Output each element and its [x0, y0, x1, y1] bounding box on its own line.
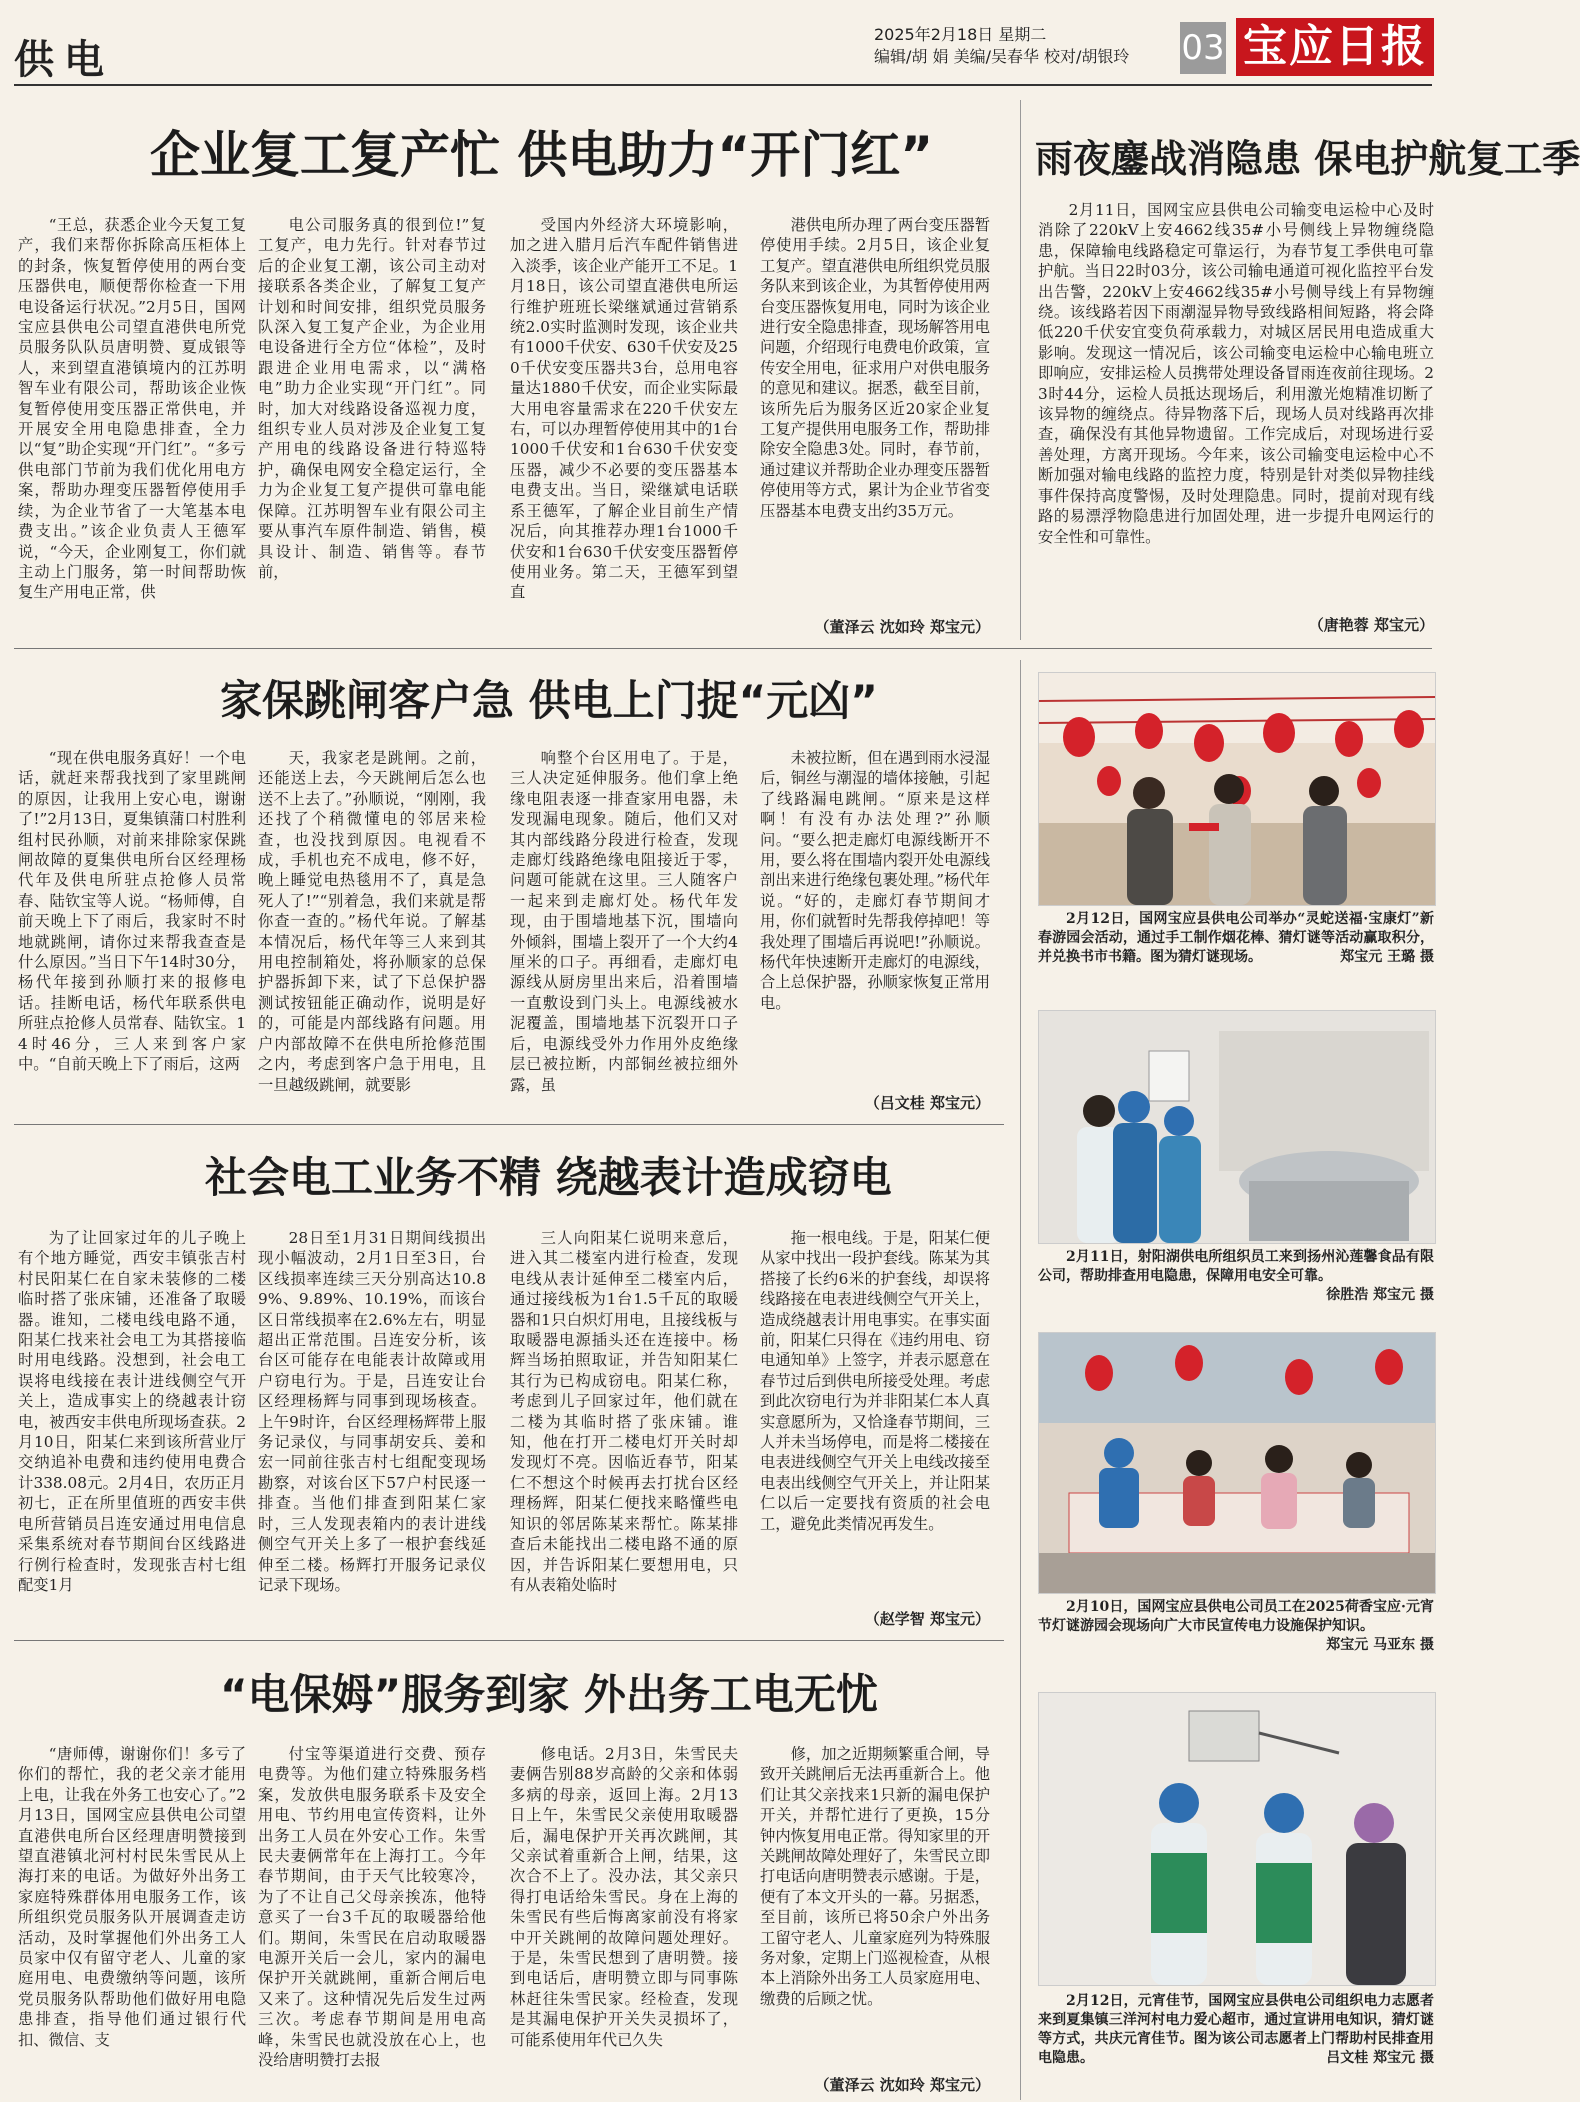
article3-text: 响整个台区用电了。于是，三人决定延伸服务。他们拿上绝缘电阻表逐一排查家用电器，未发现漏电现象。随后，他们又对其内部线路分段进行检查，发现走廊灯线路绝缘电阻接近于零，问题可能就在这里。三人随客户一起来到走廊灯处。杨代年发现，由于围墙地基下沉，围墙向外倾斜，围墙上裂开了一个大约4厘米的口子。再细看，走廊灯电源线从厨房里出来后，沿着围墙一直敷设到门头上。电源线被水泥覆盖，围墙地基下沉裂开口子后，电源线受外力作用外皮绝缘层已被拉断，内部铜丝被拉细外露，虽 [510, 749, 738, 1094]
article5-text: 修电话。2月3日，朱雪民夫妻俩告别88岁高龄的父亲和体弱多病的母亲，返回上海。2月13日上午，朱雪民父亲使用取暖器后，漏电保护开关再次跳闸，其父亲试着重新合上闸，结果，这次合不上了。没办法，其父亲只得打电话给朱雪民。身在上海的朱雪民有些后悔离家前没有将家中开关跳闸的故障问题处理好。于是，朱雪民想到了唐明赞。接到电话后，唐明赞立即与同事陈林赶往朱雪民家。经检查，发现是其漏电保护开关失灵损坏了，可能系使用年代已久失 [510, 1745, 738, 2049]
section-title: 供电 [14, 37, 114, 83]
header-rule [14, 84, 1432, 86]
column-divider [1020, 660, 1021, 2100]
article5-title: “电保姆”服务到家 外出务工电无忧 [220, 1670, 878, 1719]
section-rule [14, 648, 1432, 649]
article4-text: 28日至1月31日期间线损出现小幅波动，2月1日至3日，台区线损率连续三天分别高达10.89%、9.89%、10.19%，而该台区日常线损率在2.6%左右，明显超出正常范围。吕连安分析，该台区可能存在电能表计故障或用户窃电行为。于是，吕连安让台区经理杨辉与同事到现场核查。上午9时许，台区经理杨辉带上服务记录仪，与同事胡安兵、姜和宏一同前往张吉村七组配变现场勘察，对该台区下57户村民逐一排查。当他们排查到阳某仁家时，三人发现表箱内的表计进线侧空气开关上多了一根护套线延伸至二楼。杨辉打开服务记录仪记录下现场。 [258, 1229, 486, 1594]
article4-byline: （赵学智 郑宝元） [864, 1610, 990, 1628]
article3-col4 [760, 748, 990, 1088]
article3-col2 [258, 748, 486, 1116]
column-divider [1020, 100, 1021, 640]
photo1-caption-text: 2月12日，国网宝应县供电公司举办“灵蛇送福·宝康灯”新春游园会活动，通过手工制作烟花棒、猜灯谜等活动赢取积分，并兑换书市书籍。图为猜灯谜现场。 [1038, 911, 1434, 965]
article4-text: 拖一根电线。于是，阳某仁便从家中找出一段护套线。陈某为其搭接了长约6米的护套线，却误将线路接在电表进线侧空气开关上，造成绕越表计用电事实。在事实面前，阳某仁只得在《违约用电、窃电通知单》上签字，并表示愿意在春节过后到供电所接受处理。考虑到此次窃电行为并非阳某仁本人真实意愿所为，又恰逢春节期间，三人并未当场停电，而是将二楼接在电表进线侧空气开关上电线改接至电表出线侧空气开关上，并让阳某仁以后一定要找有资质的社会电工，避免此类情况再发生。 [760, 1229, 990, 1533]
article3-title: 家保跳闸客户急 供电上门捉“元凶” [220, 676, 878, 725]
article3-col1 [18, 748, 246, 1116]
photo1-caption [1038, 910, 1434, 967]
article4-title: 社会电工业务不精 绕越表计造成窃电 [205, 1153, 892, 1202]
article1-text: 港供电所办理了两台变压器暂停使用手续。2月5日，该企业复工复产。望直港供电所组织党员服务队来到该企业，为其暂停使用两台变压器恢复用电，同时为该企业进行安全隐患排查，现场解答用电问题，介绍现行电费电价政策，宣传安全用电，征求用户对供电服务的意见和建议。据悉，截至目前，该所先后为服务区近20家企业复工复产提供用电服务工作，帮助排除安全隐患3处。同时，春节前，通过建议并帮助企业办理变压器暂停使用等方式，累计为企业节省变压器基本电费支出约35万元。 [760, 216, 990, 520]
article1-col4 [760, 215, 990, 615]
article1-byline: （董泽云 沈如玲 郑宝元） [814, 618, 990, 636]
photo4-caption-text: 2月12日，元宵佳节，国网宝应县供电公司组织电力志愿者来到夏集镇三洋河村电力爱心超市，通过宣讲用电知识，猜灯谜等方式，共庆元宵佳节。图为该公司志愿者上门帮助村民排查用电隐患。 [1038, 1993, 1434, 2066]
article1-text: “王总，获悉企业今天复工复产，我们来帮你拆除高压柜体上的封条，恢复暂停使用的两台变压器供电，顺便帮你检查一下用电设备运行状况。”2月5日，国网宝应县供电公司望直港供电所党员服务队队员唐明赞、夏成银等人，来到望直港镇境内的江苏明智车业有限公司，帮助该企业恢复暂停使用变压器正常供电，并开展安全用电隐患排查，全力以“复”助企实现“开门红”。“多亏供电部门节前为我们优化用电方案，帮助办理变压器暂停使用手续，为企业节省了一大笔基本电费支出。”该企业负责人王德军说，“今天，企业刚复工，你们就主动上门服务，第一时间帮助恢复生产用电正常，供 [18, 216, 246, 602]
article5-text: “唐师傅，谢谢你们！多亏了你们的帮忙，我的老父亲才能用上电，让我在外务工也安心了。”2月13日，国网宝应县供电公司望直港供电所台区经理唐明赞接到望直港镇北河村村民朱雪民从上海打来的电话。为做好外出务工家庭特殊群体用电服务工作，该所组织党员服务队开展调查走访活动，及时掌握他们外出务工人员家中仅有留守老人、儿童的家庭用电、电费缴纳等问题，该所党员服务队帮助他们做好用电隐患排查，指导他们通过银行代扣、微信、支 [18, 1745, 246, 2049]
article5-col4 [760, 1744, 990, 2072]
photo2-caption-text: 2月11日，射阳湖供电所组织员工来到扬州沁莲馨食品有限公司，帮助排查用电隐患，保障用电安全可靠。 [1038, 1249, 1434, 1284]
article4-text: 为了让回家过年的儿子晚上有个地方睡觉，西安丰镇张吉村村民阳某仁在自家未装修的二楼临时搭了张床铺，还准备了取暖器。谁知，二楼电线电路不通，阳某仁找来社会电工为其搭接临时用电线路。没想到，社会电工误将电线接在表计进线侧空气开关上，造成事实上的绕越表计窃电，被西安丰供电所现场查获。2月10日，阳某仁来到该所营业厅交纳追补电费和违约使用电费合计338.08元。2月4日，农历正月初七，正在所里值班的西安丰供电所营销员吕连安通过用电信息采集系统对春节期间台区线路进行例行检查时，发现张吉村七组配变1月 [18, 1229, 246, 1594]
article2-title: 雨夜鏖战消隐患 保电护航复工季 [1035, 137, 1580, 181]
article3-text: 未被拉断，但在遇到雨水浸湿后，铜丝与潮湿的墙体接触，引起了线路漏电跳闸。“原来是这样啊！有没有办法处理?”孙顺问。“要么把走廊灯电源线断开不用，要么将在围墙内裂开处电源线剖出来进行绝缘包裹处理。”杨代年说。“好的，走廊灯春节期间才用，你们就暂时先帮我停掉吧！等我处理了围墙后再说吧!”孙顺说。杨代年快速断开走廊灯的电源线，合上总保护器，孙顺家恢复正常用电。 [760, 749, 990, 1012]
article3-byline: （吕文桂 郑宝元） [864, 1094, 990, 1112]
section-rule [14, 1124, 1004, 1125]
photo-home-inspection [1038, 1692, 1436, 1986]
article5-col1 [18, 1744, 246, 2094]
issue-date: 2025年2月18日 星期二 [874, 25, 1047, 44]
article4-col1 [18, 1228, 246, 1632]
photo-factory-inspection [1038, 1010, 1436, 1244]
article5-byline: （董泽云 沈如玲 郑宝元） [814, 2076, 990, 2094]
photo-lantern-riddles [1038, 672, 1436, 906]
article1-col1 [18, 215, 246, 641]
page-number: 03 [1180, 22, 1226, 74]
article2-byline: （唐艳蓉 郑宝元） [1308, 616, 1434, 634]
photo3-credit: 郑宝元 马亚东 摄 [1326, 1637, 1434, 1653]
article1-text: 受国内外经济大环境影响，加之进入腊月后汽车配件销售进入淡季，该企业产能开工不足。1月18日，该公司望直港供电所运行维护班班长梁继斌通过营销系统2.0实时监测时发现，该企业共有1000千伏安、630千伏安及250千伏安变压器共3台，总用电容量达1880千伏安，而企业实际最大用电容量需求在220千伏安左右，可以办理暂停使用其中的1台1000千伏安和1台630千伏安变压器，减少不必要的变压器基本电费支出。当日，梁继斌电话联系王德军，了解企业目前生产情况后，向其推荐办理1台1000千伏安和1台630千伏安变压器暂停使用业务。第二天，王德军到望直 [510, 216, 738, 602]
article5-text: 付宝等渠道进行交费、预存电费等。为他们建立特殊服务档案，发放供电服务联系卡及安全用电、节约用电宣传资料，让外出务工人员在外安心工作。朱雪民夫妻俩常年在上海打工。今年春节期间，由于天气比较寒冷，为了不让自己父母亲挨冻，他特意买了一台3千瓦的取暖器给他们。期间，朱雪民在启动取暖器电源开关后一会儿，家内的漏电保护开关就跳闸，重新合闸后电又来了。这种情况先后发生过两三次。考虑春节期间是用电高峰，朱雪民也就没放在心上，也没给唐明赞打去报 [258, 1745, 486, 2070]
photo2-caption [1038, 1248, 1434, 1305]
article4-col4 [760, 1228, 990, 1606]
masthead-logo: 宝应日报 [1236, 18, 1434, 76]
article5-col2 [258, 1744, 486, 2094]
photo4-credit: 吕文桂 郑宝元 摄 [1326, 2050, 1434, 2066]
article3-text: “现在供电服务真好！一个电话，就赶来帮我找到了家里跳闸的原因，让我用上安心电，谢谢了!”2月13日，夏集镇蒲口村胜利组村民孙顺，对前来排除家保跳闸故障的夏集供电所台区经理杨代年及供电所驻点抢修人员常春、陆钦宝等人说。“杨师傅，自前天晚上下了雨后，我家时不时地就跳闸，请你过来帮我查查是什么原因。”当日下午14时30分，杨代年接到孙顺打来的报修电话。挂断电话，杨代年联系供电所驻点抢修人员常春、陆钦宝。14时46分，三人来到客户家中。“自前天晚上下了雨后，这两 [18, 749, 246, 1074]
article2-body [1038, 200, 1434, 612]
article5-text: 修，加之近期频繁重合闸，导致开关跳闸后无法再重新合上。他们让其父亲找来1只新的漏电保护开关，并帮忙进行了更换，15分钟内恢复用电正常。得知家里的开关跳闸故障处理好了，朱雪民立即打电话向唐明赞表示感谢。于是，便有了本文开头的一幕。另据悉，至目前，该所已将50余户外出务工留守老人、儿童家庭列为特殊服务对象，定期上门巡视检查，从根本上消除外出务工人员家庭用电、缴费的后顾之忧。 [760, 1745, 990, 2008]
article3-text: 天，我家老是跳闸。之前，还能送上去，今天跳闸后怎么也送不上去了。”孙顺说，“刚刚，我还找了个稍微懂电的邻居来检查，也没找到原因。电视看不成，手机也充不成电，修不好，晚上睡觉电热毯用不了，真是急死人了!”“别着急，我们来就是帮你查一查的。”杨代年说。了解基本情况后，杨代年等三人来到其用电控制箱处，将孙顺家的总保护器拆卸下来，试了下总保护器测试按钮能正确动作，说明是好的，可能是内部线路有问题。用户内部故障不在供电所抢修范围之内，考虑到客户急于用电，且一旦越级跳闸，就要影 [258, 749, 486, 1094]
editors: 编辑/胡 娟 美编/吴春华 校对/胡银玲 [874, 47, 1130, 66]
photo2-credit: 徐胜浩 郑宝元 摄 [1326, 1287, 1434, 1303]
article2-text: 2月11日，国网宝应县供电公司输变电运检中心及时消除了220kV上安4662线35#小号侧线上异物缠绕隐患，保障输电线路稳定可靠运行，为春节复工季供电可靠护航。当日22时03分，该公司输电通道可视化监控平台发出告警，220kV上安4662线35#小号侧导线上有异物缠绕。该线路若因下雨潮湿异物导致线路相间短路，将会降低220千伏安宜变负荷承载力，对城区居民用电造成重大影响。发现这一情况后，该公司输变电运检中心输电班立即响应，安排运检人员携带处理设备冒雨连夜前往现场。23时44分，运检人员抵达现场后，利用激光炮精准切断了该异物的缠绕点。待异物落下后，现场人员对线路再次排查，确保没有其他异物遗留。工作完成后，对现场进行妥善处理，方离开现场。今年来，该公司输变电运检中心不断加强对输电线路的监控力度，特别是针对类似异物挂线事件保持高度警惕，及时处理隐患。同时，提前对现有线路的易漂浮物隐患进行加固处理，进一步提升电网运行的安全性和可靠性。 [1038, 201, 1434, 546]
photo3-caption [1038, 1598, 1434, 1655]
article1-col3 [510, 215, 738, 641]
article5-col3 [510, 1744, 738, 2094]
section-rule [14, 1640, 1004, 1641]
article4-text: 三人向阳某仁说明来意后，进入其二楼室内进行检查，发现电线从表计延伸至二楼室内后，通过接线板为1台1.5千瓦的取暖器和1只白炽灯用电，且接线板与取暖器电源插头还在连接中。杨辉当场拍照取证，并告知阳某仁其行为已构成窃电。阳某仁称，考虑到儿子回家过年，他们就在二楼为其临时搭了张床铺。谁知，他在打开二楼电灯开关时却发现灯不亮。因临近春节，阳某仁不想这个时候再去打扰台区经理杨辉，阳某仁便找来略懂些电知识的邻居陈某来帮忙。陈某排查后未能找出二楼电路不通的原因，并告诉阳某仁要想用电，只有从表箱处临时 [510, 1229, 738, 1594]
photo3-caption-text: 2月10日，国网宝应县供电公司员工在2025荷香宝应·元宵节灯谜游园会现场向广大市民宣传电力设施保护知识。 [1038, 1599, 1434, 1634]
article1-title: 企业复工复产忙 供电助力“开门红” [150, 126, 934, 184]
article1-col2 [258, 215, 486, 641]
article4-col3 [510, 1228, 738, 1632]
photo4-caption [1038, 1992, 1434, 2068]
issue-meta [874, 24, 1174, 68]
article3-col3 [510, 748, 738, 1116]
photo1-credit: 郑宝元 王璐 摄 [1340, 949, 1434, 965]
photo-safety-promotion [1038, 1332, 1436, 1594]
article1-text: 电公司服务真的很到位!”复工复产，电力先行。针对春节过后的企业复工潮，该公司主动对接联系各类企业，了解复工复产计划和时间安排，组织党员服务队深入复工复产企业，为企业用电设备进行全方位“体检”，及时跟进企业用电需求，以“满格电”助力企业实现“开门红”。同时，加大对线路设备巡视力度，组织专业人员对涉及企业复工复产用电的线路设备进行特巡特护，确保电网安全稳定运行，全力为企业复工复产提供可靠电能保障。江苏明智车业有限公司主要从事汽车原件制造、销售，模具设计、制造、销售等。春节前， [258, 216, 486, 581]
article4-col2 [258, 1228, 486, 1632]
